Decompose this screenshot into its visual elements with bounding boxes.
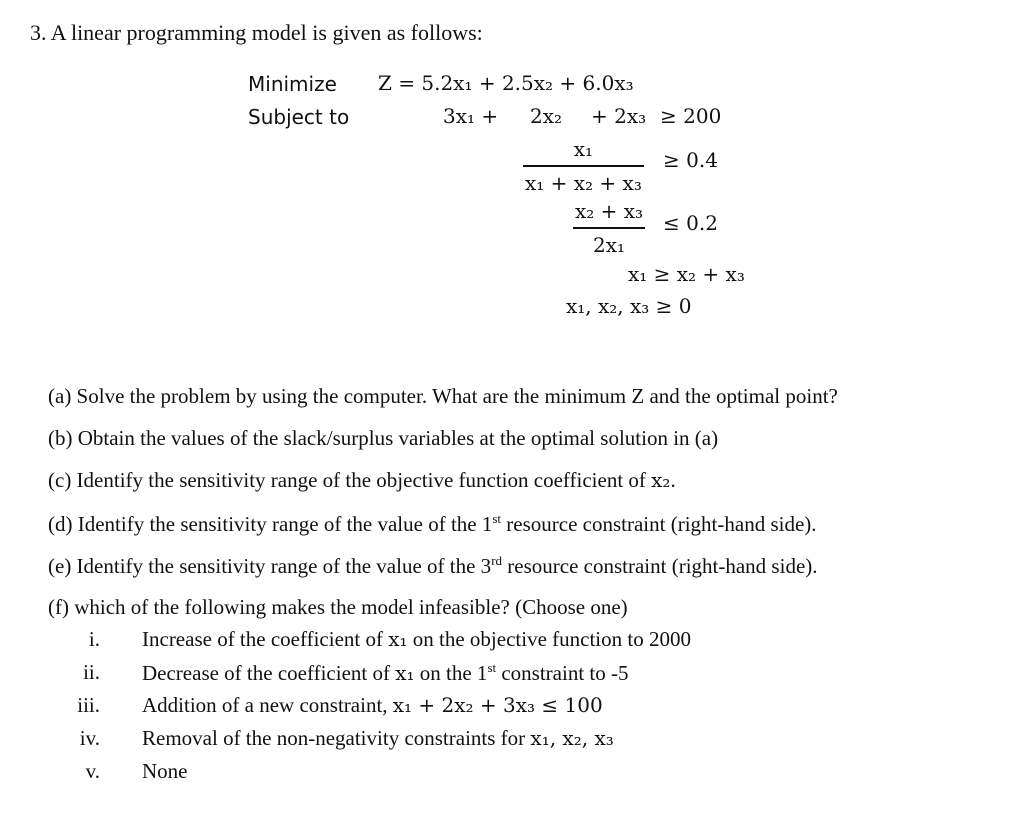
option-v xyxy=(142,759,188,784)
constraint-1-term-x3: + 2x₃ xyxy=(591,104,647,128)
option-iv-variables: x₁, x₂, x₃ xyxy=(530,726,614,750)
constraint-1-term-x1: 3x₁ + xyxy=(443,104,499,128)
part-c-variable: x₂ xyxy=(651,468,671,492)
option-iii-number: iii. xyxy=(77,693,100,717)
option-v-number: v. xyxy=(85,759,100,783)
constraint-1-term-x2: 2x₂ xyxy=(530,104,563,128)
part-d-text-end: resource constraint (right-hand side). xyxy=(501,512,817,536)
option-ii-number: ii. xyxy=(83,660,100,684)
option-ii-text: Decrease of the coefficient of xyxy=(142,661,396,685)
constraint-2-numerator: x₁ xyxy=(573,137,594,161)
question-title: 3. A linear programming model is given as follows: xyxy=(30,20,483,45)
constraint-3-rhs: ≤ 0.2 xyxy=(663,211,718,235)
option-i-text: Increase of the coefficient of xyxy=(142,627,389,651)
option-iii-text: Addition of a new constraint, xyxy=(142,693,393,717)
option-iii xyxy=(142,693,603,718)
constraint-1-rhs: ≥ 200 xyxy=(660,104,722,128)
part-c-text: (c) Identify the sensitivity range of the objective function coefficient of xyxy=(48,468,652,492)
constraint-3-denominator: 2x₁ xyxy=(593,232,626,257)
objective-function: Z = 5.2x₁ + 2.5x₂ + 6.0x₃ xyxy=(378,71,634,95)
option-ii-ordinal: st xyxy=(487,660,497,675)
constraint-2-fraction xyxy=(523,136,644,196)
part-c xyxy=(48,468,676,493)
part-a: (a) Solve the problem by using the computer. What are the minimum Z and the optimal point? xyxy=(48,384,838,408)
part-c-end: . xyxy=(670,468,676,492)
option-iv-number: iv. xyxy=(79,726,100,750)
option-i-text-end: on the objective function to 2000 xyxy=(407,627,691,651)
option-ii xyxy=(142,660,629,686)
option-i xyxy=(142,627,691,652)
option-i-variable: x₁ xyxy=(388,627,408,651)
option-iv-text: Removal of the non-negativity constraints for xyxy=(142,726,531,750)
minimize-label: Minimize xyxy=(248,72,337,96)
constraint-4: x₁ ≥ x₂ + x₃ xyxy=(628,262,745,286)
option-v-text: None xyxy=(142,759,188,783)
option-iv xyxy=(142,726,614,751)
option-ii-variable: x₁ xyxy=(395,661,415,685)
part-e-text: (e) Identify the sensitivity range of the value of the 3 xyxy=(48,554,492,578)
option-i-number: i. xyxy=(88,627,100,651)
part-e xyxy=(48,553,818,579)
constraint-2-rhs: ≥ 0.4 xyxy=(663,148,718,172)
part-f: (f) which of the following makes the model infeasible? (Choose one) xyxy=(48,595,628,619)
part-e-text-end: resource constraint (right-hand side). xyxy=(502,554,818,578)
constraint-3-fraction xyxy=(573,198,645,258)
fraction-bar xyxy=(523,165,644,167)
non-negativity-constraint: x₁, x₂, x₃ ≥ 0 xyxy=(566,294,692,318)
constraint-2-denominator: x₁ + x₂ + x₃ xyxy=(525,170,642,195)
fraction-bar xyxy=(573,227,645,229)
part-b: (b) Obtain the values of the slack/surplus variables at the optimal solution in (a) xyxy=(48,426,719,450)
option-iii-constraint: x₁ + 2x₂ + 3x₃ ≤ 100 xyxy=(392,693,603,717)
option-ii-text-mid: on the 1 xyxy=(414,661,488,685)
part-e-ordinal: rd xyxy=(491,553,503,568)
part-d-ordinal: st xyxy=(492,511,502,526)
constraint-3-numerator: x₂ + x₃ xyxy=(575,199,644,223)
subject-to-label: Subject to xyxy=(248,105,350,129)
part-d xyxy=(48,511,817,537)
part-d-text: (d) Identify the sensitivity range of the value of the 1 xyxy=(48,512,493,536)
option-ii-text-end: constraint to -5 xyxy=(496,661,629,685)
